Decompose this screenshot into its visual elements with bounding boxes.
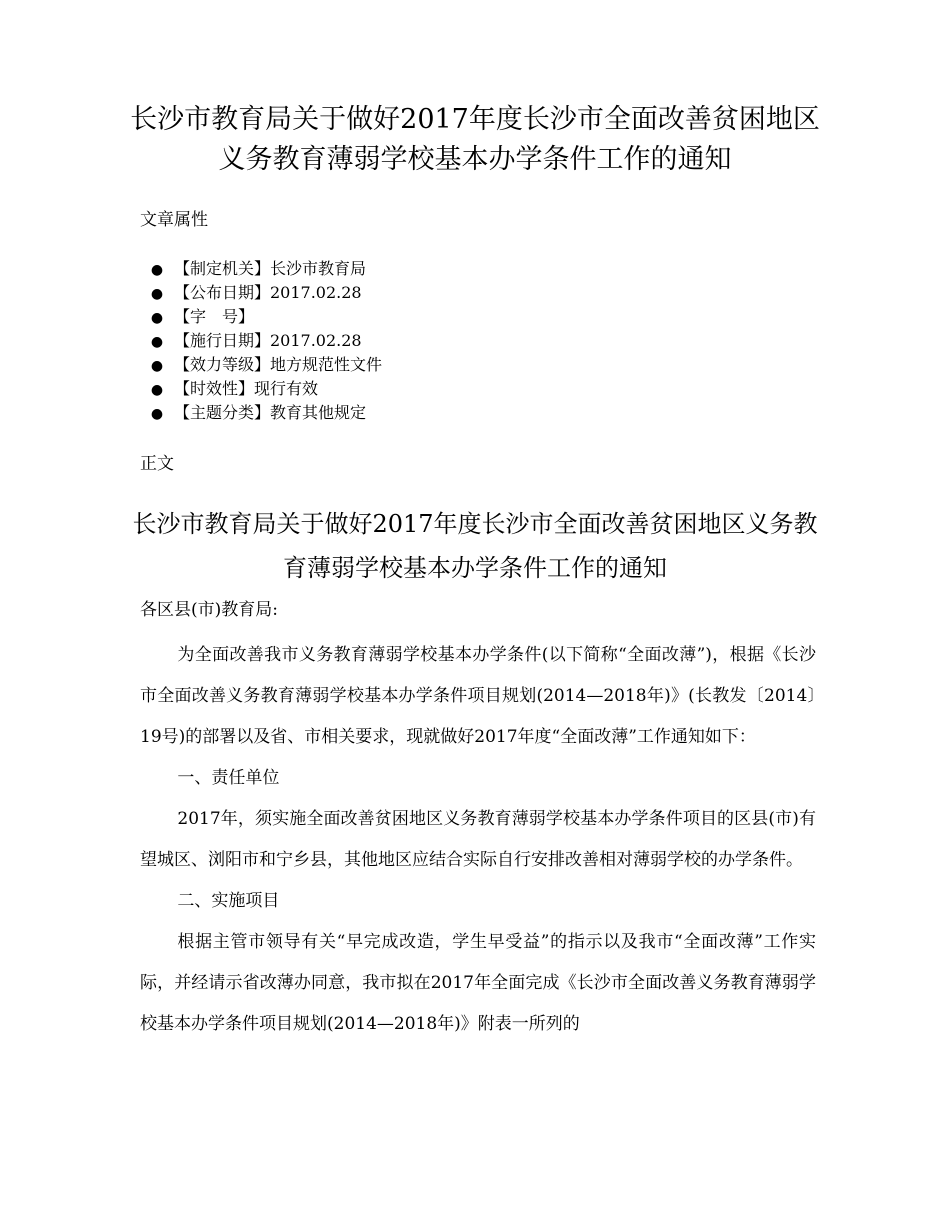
bullet-icon: ● <box>150 310 164 326</box>
attribute-item: ● 【施行日期】2017.02.28 <box>140 329 382 353</box>
paragraph: 为全面改善我市义务教育薄弱学校基本办学条件(以下简称“全面改薄”)，根据《长沙市全面改善义务教育薄弱学校基本办学条件项目规划(2014—2018年)》(长教发〔2014〕19号)的部署以及省、市相关要求，现就做好2017年度“全面改薄”工作通知如下： <box>140 645 816 747</box>
body-text <box>140 635 816 1045</box>
paragraph: 根据主管市领导有关“早完成改造，学生早受益”的指示以及我市“全面改薄”工作实际，并经请示省改薄办同意，我市拟在2017年全面完成《长沙市全面改善义务教育薄弱学校基本办学条件项目规划(2014—2018年)》附表一所列的 <box>140 932 816 1034</box>
section-heading: 一、责任单位 <box>177 768 280 788</box>
body-title: 长沙市教育局关于做好2017年度长沙市全面改善贫困地区义务教育薄弱学校基本办学条件工作的通知 <box>132 510 818 582</box>
attribute-item: ● 【制定机关】长沙市教育局 <box>140 257 382 281</box>
attribute-list <box>140 257 382 425</box>
bullet-icon: ● <box>150 382 164 398</box>
bullet-icon: ● <box>150 334 164 350</box>
document-title: 长沙市教育局关于做好2017年度长沙市全面改善贫困地区义务教育薄弱学校基本办学条件工作的通知 <box>130 104 820 175</box>
bullet-icon: ● <box>150 358 164 374</box>
body-label: 正文 <box>140 454 174 474</box>
attribute-item: ● 【效力等级】地方规范性文件 <box>140 353 382 377</box>
section-heading: 二、实施项目 <box>177 891 280 911</box>
attribute-item: ● 【时效性】现行有效 <box>140 377 382 401</box>
attribute-item: ● 【字 号】 <box>140 305 382 329</box>
paragraph: 2017年，须实施全面改善贫困地区义务教育薄弱学校基本办学条件项目的区县(市)有望城区、浏阳市和宁乡县，其他地区应结合实际自行安排改善相对薄弱学校的办学条件。 <box>140 809 816 870</box>
attribute-item: ● 【公布日期】2017.02.28 <box>140 281 382 305</box>
bullet-icon: ● <box>150 286 164 302</box>
bullet-icon: ● <box>150 262 164 278</box>
salutation: 各区县(市)教育局: <box>140 600 278 620</box>
attributes-label: 文章属性 <box>140 210 208 230</box>
bullet-icon: ● <box>150 406 164 422</box>
attribute-item: ● 【主题分类】教育其他规定 <box>140 401 382 425</box>
